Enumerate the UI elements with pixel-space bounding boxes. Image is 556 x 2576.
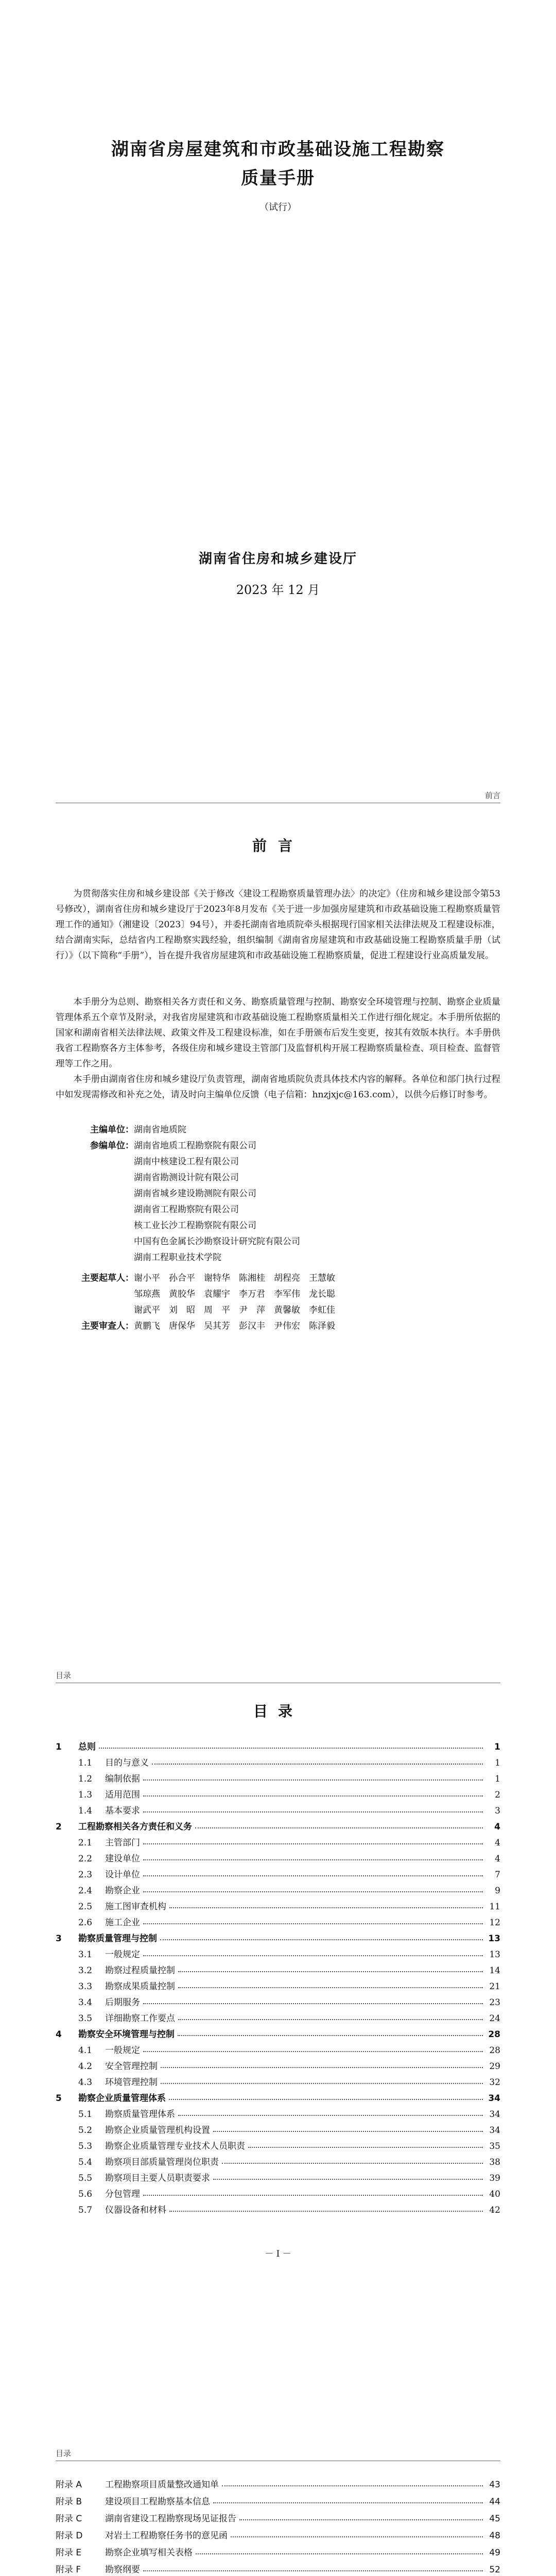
entry-page: 21: [489, 1981, 500, 1992]
entry-title: 一般规定: [105, 1950, 140, 1960]
foreword-paragraph-3: 本手册由湖南省住房和城乡建设厅负责管理，湖南省地质院负责具体技术内容的解释。各单位和部门执行过程中如发现需修改和补充之处，请及时向主编单位反馈（电子信箱：hnzjxjc@163.com），以供今后修订时参考。: [56, 1074, 500, 1100]
entry-title: 勘察项目主要人员职责要求: [105, 2173, 210, 2183]
entry-title: 建设项目工程勘察基本信息: [105, 2497, 210, 2507]
entry-title: 勘察纲要: [105, 2565, 140, 2575]
toc-entry[interactable]: [56, 1832, 500, 1848]
leader-dots: [143, 1795, 483, 1797]
toc-entry[interactable]: [56, 1976, 500, 1992]
toc-entry[interactable]: [56, 2104, 500, 2120]
toc-entry[interactable]: [56, 2151, 500, 2167]
leader-dots: [213, 2131, 483, 2132]
toc-entry[interactable]: [56, 1960, 500, 1976]
toc-page-number: － I －: [265, 2249, 291, 2259]
entry-title: 对岩土工程勘察任务书的意见函: [105, 2531, 228, 2541]
entry-title: 勘察成果质量控制: [105, 1981, 175, 1992]
toc-heading: 目录: [253, 1703, 303, 1720]
entry-title: 环境管理控制: [105, 2077, 158, 2088]
entry-page: 35: [489, 2141, 500, 2151]
toc-entry[interactable]: [56, 2167, 500, 2183]
entry-number: 5.4: [78, 2157, 93, 2167]
appendix-list: [56, 2473, 500, 2576]
entry-page: 29: [489, 2061, 500, 2072]
entry-title: 勘察企业: [105, 1886, 140, 1896]
drafters-row: 谢武平 刘 昭 周 平 尹 萍 黄馨敏 李虹佳: [134, 1305, 335, 1315]
leader-dots: [222, 2163, 483, 2164]
participants-list: [134, 1138, 300, 1266]
toc-entry[interactable]: [56, 2136, 500, 2151]
entry-page: 34: [489, 2109, 500, 2120]
entry-number: 2.5: [78, 1902, 93, 1912]
entry-title: 勘察项目部质量管理岗位职责: [105, 2157, 219, 2167]
leader-dots: [213, 2502, 483, 2503]
toc-entry[interactable]: [56, 2199, 500, 2215]
entry-number: 1.2: [78, 1774, 93, 1784]
toc-entry[interactable]: [56, 1768, 500, 1784]
entry-title: 后期服务: [105, 1997, 140, 2008]
entry-number: 1.4: [78, 1806, 93, 1816]
entry-number: 4.3: [78, 2077, 93, 2088]
entry-title: 勘察质量管理体系: [105, 2109, 175, 2120]
leader-dots: [99, 1748, 483, 1749]
appendix-entry[interactable]: [56, 2558, 500, 2575]
entry-title: 勘察企业填写相关表格: [105, 2548, 193, 2558]
entry-page: 7: [495, 1870, 500, 1880]
appendix-entry[interactable]: [56, 2473, 500, 2490]
leader-dots: [196, 2553, 483, 2554]
entry-page: 4: [494, 1822, 500, 1832]
editor-value: 湖南省地质院: [134, 1125, 186, 1135]
toc-page-header: [56, 1669, 500, 1683]
entry-number: 5.5: [78, 2173, 93, 2183]
entry-page: 39: [489, 2173, 500, 2183]
toc-entry[interactable]: [56, 2008, 500, 2024]
entry-number: 3.5: [78, 2013, 93, 2024]
entry-title: 设计单位: [105, 1870, 140, 1880]
entry-title: 勘察企业质量管理机构设置: [105, 2125, 210, 2136]
toc-entry[interactable]: [56, 1848, 500, 1864]
entry-title: 勘察企业质量管理体系: [78, 2093, 166, 2104]
entry-number: 4: [56, 2029, 62, 2040]
entry-number: 3: [56, 1934, 62, 1944]
entry-page: 2: [495, 1790, 500, 1800]
entry-title: 安全管理控制: [105, 2061, 158, 2072]
leader-dots: [143, 1875, 483, 1876]
participant-item: 湖南工程职业技术学院: [134, 1252, 221, 1263]
entry-number: 2: [56, 1822, 62, 1832]
entry-page: 32: [489, 2077, 500, 2088]
entry-page: 1: [494, 1742, 500, 1752]
leader-dots: [169, 2211, 483, 2212]
entry-number: 4.2: [78, 2061, 93, 2072]
drafters-row: 邹琼燕 黄胶华 袁耀宇 李万君 李军伟 龙长聪: [134, 1289, 335, 1299]
participants-label: 参编单位：: [90, 1141, 134, 1151]
appendix-entry[interactable]: [56, 2490, 500, 2507]
entry-number: 4.1: [78, 2045, 93, 2056]
entry-page: 34: [488, 2093, 500, 2104]
entry-page: 48: [489, 2531, 500, 2541]
leader-dots: [152, 1764, 483, 1765]
toc-entry[interactable]: [56, 1864, 500, 1880]
reviewers-list: [134, 1318, 335, 1334]
entry-number: 附录 E: [56, 2548, 82, 2558]
reviewers-block: [81, 1318, 134, 1334]
entry-page: 45: [489, 2514, 500, 2524]
appendix-entry[interactable]: [56, 2524, 500, 2541]
entry-page: 1: [495, 1774, 500, 1784]
entry-number: 5: [56, 2093, 62, 2104]
leader-dots: [178, 2115, 483, 2116]
entry-title: 工程勘察项目质量整改通知单: [105, 2480, 219, 2490]
leader-dots: [178, 1987, 483, 1988]
entry-page: 28: [489, 2045, 500, 2056]
entry-number: 1: [56, 1742, 62, 1752]
header-label: 目录: [56, 1671, 72, 1680]
leader-dots: [143, 2570, 483, 2571]
leader-dots: [222, 2485, 483, 2486]
editor-line: [90, 1122, 186, 1138]
entry-number: 2.4: [78, 1886, 93, 1896]
participant-item: 湖南省地质工程勘察院有限公司: [134, 1141, 256, 1151]
toc-entry[interactable]: [56, 2088, 500, 2104]
entry-number: 3.4: [78, 1997, 93, 2008]
leader-dots: [160, 1939, 483, 1940]
entry-title: 总则: [78, 1742, 96, 1752]
leader-dots: [178, 2035, 483, 2036]
toc-heading-wrap: [0, 1700, 556, 1721]
entry-number: 2.1: [78, 1838, 93, 1848]
reviewers-row: 黄鹏飞 唐保华 吴其芳 彭汉丰 尹伟宏 陈泽毅: [134, 1321, 335, 1331]
entry-page: 49: [489, 2548, 500, 2558]
entry-number: 3.3: [78, 1981, 93, 1992]
toc-entry[interactable]: [56, 1880, 500, 1896]
toc-entry[interactable]: [56, 2024, 500, 2040]
entry-number: 3.2: [78, 1965, 93, 1976]
entry-number: 附录 D: [56, 2531, 83, 2541]
toc-entry[interactable]: [56, 1896, 500, 1912]
entry-title: 湖南省建设工程勘察现场见证报告: [105, 2514, 236, 2524]
entry-number: 5.7: [78, 2205, 93, 2215]
entry-number: 3.1: [78, 1950, 93, 1960]
leader-dots: [161, 2083, 483, 2084]
foreword-heading-wrap: [0, 835, 556, 855]
entry-title: 主管部门: [105, 1838, 140, 1848]
toc-entry[interactable]: [56, 1736, 500, 1752]
leader-dots: [143, 1780, 483, 1781]
toc-entry[interactable]: [56, 1816, 500, 1832]
leader-dots: [178, 2019, 483, 2020]
entry-number: 附录 B: [56, 2497, 82, 2507]
entry-title: 分包管理: [105, 2189, 140, 2199]
participant-item: 湖南省勘测设计院有限公司: [134, 1173, 239, 1183]
entry-number: 1.3: [78, 1790, 93, 1800]
appendix-entry[interactable]: [56, 2507, 500, 2524]
cover-title-line1: 湖南省房屋建筑和市政基础设施工程勘察: [111, 139, 445, 160]
toc-entry[interactable]: [56, 1928, 500, 1944]
leader-dots: [143, 2195, 483, 2196]
foreword-page-header: [56, 789, 500, 803]
cover-page: [0, 0, 556, 811]
cover-title-line2: 质量手册: [241, 168, 315, 189]
toc-entry[interactable]: [56, 1992, 500, 2008]
foreword-heading: 前言: [252, 837, 304, 854]
leader-dots: [143, 1955, 483, 1956]
entry-title: 施工图审查机构: [105, 1902, 166, 1912]
entry-number: 5.2: [78, 2125, 93, 2136]
leader-dots: [169, 2099, 483, 2100]
toc-entry[interactable]: [56, 2072, 500, 2088]
toc-entry[interactable]: [56, 2040, 500, 2056]
entry-page: 43: [489, 2480, 500, 2490]
entry-number: 1.1: [78, 1758, 93, 1768]
entry-title: 勘察质量管理与控制: [78, 1934, 157, 1944]
entry-title: 勘察过程质量控制: [105, 1965, 175, 1976]
leader-dots: [195, 1827, 483, 1828]
entry-title: 编制依据: [105, 1774, 140, 1784]
toc-entry[interactable]: [56, 1944, 500, 1960]
leader-dots: [143, 2051, 483, 2052]
entry-page: 44: [489, 2497, 500, 2507]
entry-title: 建设单位: [105, 1854, 140, 1864]
entry-page: 14: [489, 1965, 500, 1976]
leader-dots: [143, 1923, 483, 1924]
foreword-paragraph-1: 为贯彻落实住房和城乡建设部《关于修改〈建设工程勘察质量管理办法〉的决定》（住房和城乡建设部令第53号修改），湖南省住房和城乡建设厅于2023年8月发布《关于进一步加强房屋建筑和市政基础设施工程勘察质量管理工作的通知》（湘建设〔2023〕94号），并委托湖南省地质院牵头根据现行国家相关法律法规及工程建设标准，结合湖南实际，总结省内工程勘察实践经验，组织编制《湖南省房屋建筑和市政基础设施工程勘察质量手册（试行）》（以下简称“手册”），旨在提升我省房屋建筑和市政基础设施工程勘察质量，促进工程建设行业高质量发展。: [56, 889, 500, 961]
entry-number: 附录 A: [56, 2480, 82, 2490]
toc-page-header-2: [56, 2447, 500, 2461]
foreword-paragraph-2: 本手册分为总则、勘察相关各方责任和义务、勘察质量管理与控制、勘察安全环境管理与控制、勘察企业质量管理体系五个章节及附录，对我省房屋建筑和市政基础设施工程勘察质量相关工作进行细化规定。本手册所依据的国家和湖南省相关法律法规、政策文件及工程建设标准，如在手册颁布后发生变更，按其有效版本执行。本手册供我省工程勘察各方主体参考，各级住房和城乡建设主管部门及监督机构开展工程勘察质量检查、项目检查、监督管理等工作之用。: [56, 997, 500, 1069]
drafters-block: [81, 1270, 134, 1286]
entry-title: 详细勘察工作要点: [105, 2013, 175, 2024]
cover-date: 2023 年 12 月: [236, 583, 320, 597]
entry-title: 工程勘察相关各方责任和义务: [78, 1822, 192, 1832]
drafters-row: 谢小平 孙合平 谢特华 陈湘桂 胡程亮 王慧敏: [134, 1273, 335, 1283]
participant-item: 中国有色金属长沙勘察设计研究院有限公司: [134, 1236, 300, 1247]
header-label: 前言: [484, 791, 500, 800]
entry-number: 5.3: [78, 2141, 93, 2151]
entry-page: 40: [489, 2189, 500, 2199]
entry-number: 附录 F: [56, 2565, 81, 2575]
leader-dots: [143, 1811, 483, 1812]
leader-dots: [248, 2147, 483, 2148]
toc-entry[interactable]: [56, 2183, 500, 2199]
leader-dots: [231, 2536, 483, 2537]
entry-page: 9: [495, 1886, 500, 1896]
entry-page: 4: [495, 1854, 500, 1864]
entry-page: 13: [489, 1950, 500, 1960]
entry-number: 5.1: [78, 2109, 93, 2120]
entry-title: 施工企业: [105, 1918, 140, 1928]
participants-block: [90, 1138, 134, 1154]
entry-title: 仪器设备和材料: [105, 2205, 166, 2215]
entry-page: 3: [495, 1806, 500, 1816]
toc-entry[interactable]: [56, 2120, 500, 2136]
entry-number: 2.3: [78, 1870, 93, 1880]
toc-entry[interactable]: [56, 2056, 500, 2072]
entry-page: 52: [489, 2565, 500, 2575]
leader-dots: [239, 2519, 483, 2520]
entry-page: 24: [489, 2013, 500, 2024]
editor-label: 主编单位：: [90, 1125, 134, 1135]
leader-dots: [143, 1859, 483, 1860]
entry-page: 11: [489, 1902, 500, 1912]
entry-page: 4: [495, 1838, 500, 1848]
entry-page: 28: [488, 2029, 500, 2040]
entry-page: 38: [489, 2157, 500, 2167]
leader-dots: [178, 1971, 483, 1972]
participant-item: 核工业长沙工程勘察院有限公司: [134, 1221, 256, 1231]
header-label: 目录: [56, 2449, 72, 2458]
toc-entry[interactable]: [56, 1784, 500, 1800]
reviewers-label: 主要审查人：: [81, 1321, 134, 1331]
entry-title: 勘察安全环境管理与控制: [78, 2029, 175, 2040]
cover-subtitle: （试行）: [259, 202, 297, 213]
entry-page: 23: [489, 1997, 500, 2008]
leader-dots: [143, 1891, 483, 1892]
leader-dots: [169, 1907, 483, 1908]
drafters-list: [134, 1270, 335, 1318]
appendix-entry[interactable]: [56, 2541, 500, 2558]
toc-entry[interactable]: [56, 1752, 500, 1768]
participant-item: 湖南中核建设工程有限公司: [134, 1157, 239, 1167]
toc-entry[interactable]: [56, 1912, 500, 1928]
page-gap: [0, 1391, 556, 1700]
entry-title: 目的与意义: [105, 1758, 149, 1768]
drafters-label: 主要起草人：: [81, 1273, 134, 1283]
entry-number: 2.6: [78, 1918, 93, 1928]
cover-issuer: 湖南省住房和城乡建设厅: [198, 551, 357, 567]
toc-entry[interactable]: [56, 1800, 500, 1816]
leader-dots: [161, 2067, 483, 2068]
leader-dots: [143, 2003, 483, 2004]
entry-number: 附录 C: [56, 2514, 82, 2524]
entry-page: 13: [488, 1934, 500, 1944]
participant-item: 湖南省工程勘察院有限公司: [134, 1205, 239, 1215]
leader-dots: [143, 1843, 483, 1844]
entry-title: 一般规定: [105, 2045, 140, 2056]
entry-page: 1: [495, 1758, 500, 1768]
toc-list: [56, 1736, 500, 2215]
entry-title: 适用范围: [105, 1790, 140, 1800]
entry-title: 勘察企业质量管理专业技术人员职责: [105, 2141, 245, 2151]
leader-dots: [213, 2179, 483, 2180]
entry-page: 42: [489, 2205, 500, 2215]
entry-title: 基本要求: [105, 1806, 140, 1816]
participant-item: 湖南省城乡建设勘测院有限公司: [134, 1189, 256, 1199]
entry-number: 2.2: [78, 1854, 93, 1864]
entry-number: 5.6: [78, 2189, 93, 2199]
entry-page: 34: [489, 2125, 500, 2136]
entry-page: 12: [489, 1918, 500, 1928]
